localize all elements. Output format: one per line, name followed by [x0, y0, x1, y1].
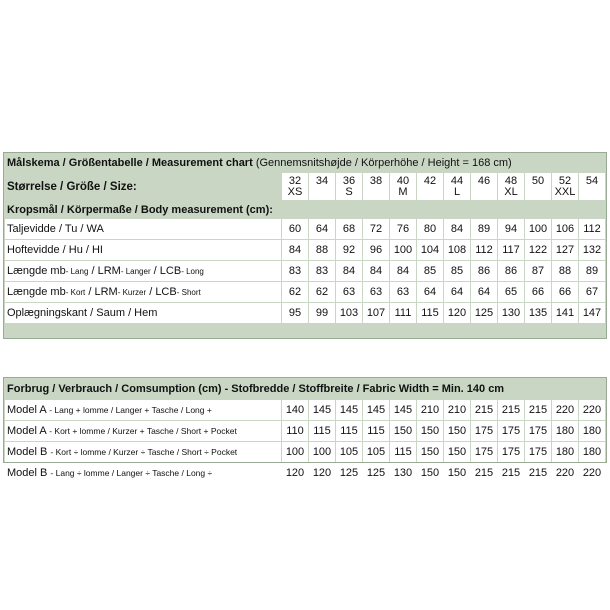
- value-cell: 64: [309, 219, 335, 239]
- model-detail: - Lang + lomme / Langer + Tasche / Long +: [49, 405, 212, 415]
- value-cell: 80: [417, 219, 443, 239]
- row-label-part: Længde mb: [7, 285, 66, 298]
- size-number: 32: [288, 174, 302, 187]
- size-cell: [336, 173, 362, 200]
- model-detail: - Lang ÷ lomme / Langer ÷ Tasche / Long ÷: [50, 468, 213, 478]
- size-code: [309, 187, 335, 198]
- row-label-part: - Kort: [65, 287, 86, 297]
- value-cell: 108: [444, 240, 470, 260]
- value-cell: 145: [363, 400, 389, 420]
- chart-title-note: (Gennemsnitshøjde / Körperhöhe / Height = 168 cm): [255, 157, 512, 169]
- row-label-part: - Langer: [120, 266, 151, 276]
- value-cell: 215: [471, 463, 497, 483]
- value-cell: 175: [498, 442, 524, 462]
- value-cell: 64: [471, 282, 497, 302]
- model-name: Model A: [7, 404, 47, 416]
- value-cell: 150: [417, 421, 443, 441]
- row-label: [5, 421, 281, 441]
- row-label-part: - Lang: [65, 266, 89, 276]
- value-cell: 85: [417, 261, 443, 281]
- row-label-part: - Short: [176, 287, 201, 297]
- row-label-part: / LRM: [88, 285, 118, 298]
- value-cell: 220: [579, 463, 605, 483]
- size-cell: [552, 173, 578, 200]
- row-label: [5, 261, 281, 281]
- model-detail: - Kort + lomme / Kurzer + Tasche / Short + Pocket: [49, 426, 237, 436]
- value-cell: 215: [498, 400, 524, 420]
- size-cell: [471, 173, 497, 200]
- value-cell: 130: [498, 303, 524, 323]
- value-cell: 72: [363, 219, 389, 239]
- size-code: [363, 187, 389, 198]
- value-cell: 100: [525, 219, 551, 239]
- value-cell: 103: [336, 303, 362, 323]
- value-cell: 150: [444, 442, 470, 462]
- model-name: Model B: [7, 446, 48, 458]
- chart-title: [5, 154, 605, 172]
- value-cell: 83: [282, 261, 308, 281]
- size-number: 52: [558, 174, 572, 187]
- value-cell: 115: [417, 303, 443, 323]
- size-number: 34: [315, 174, 329, 187]
- row-label-text: Taljevidde / Tu / WA: [7, 223, 104, 235]
- model-detail: - Kort ÷ lomme / Kurzer ÷ Tasche / Short ÷ Pocket: [50, 447, 238, 457]
- value-cell: 145: [336, 400, 362, 420]
- value-cell: 83: [309, 261, 335, 281]
- value-cell: 180: [552, 421, 578, 441]
- size-code: XL: [504, 185, 518, 198]
- table-row: [5, 400, 605, 420]
- value-cell: 112: [579, 219, 605, 239]
- value-cell: 220: [579, 400, 605, 420]
- size-label: Størrelse / Größe / Size:: [5, 173, 281, 200]
- value-cell: 175: [471, 421, 497, 441]
- size-number: 44: [450, 174, 464, 187]
- size-code: S: [345, 185, 353, 198]
- table-row: [5, 442, 605, 462]
- value-cell: 104: [417, 240, 443, 260]
- value-cell: 132: [579, 240, 605, 260]
- size-cell: [579, 173, 605, 200]
- value-cell: 175: [525, 442, 551, 462]
- row-label-part: - Kurzer: [117, 287, 147, 297]
- value-cell: 175: [525, 421, 551, 441]
- size-code: M: [398, 185, 408, 198]
- value-cell: 115: [336, 421, 362, 441]
- value-cell: 63: [336, 282, 362, 302]
- value-cell: 215: [471, 400, 497, 420]
- value-cell: 64: [444, 282, 470, 302]
- value-cell: 220: [552, 463, 578, 483]
- value-cell: 220: [552, 400, 578, 420]
- row-label-part: / LCB: [153, 264, 182, 277]
- value-cell: 84: [282, 240, 308, 260]
- value-cell: 180: [552, 442, 578, 462]
- value-cell: 175: [498, 421, 524, 441]
- fabric-consumption-chart: [3, 377, 607, 479]
- value-cell: 100: [282, 442, 308, 462]
- section-row: [5, 201, 605, 218]
- size-cell: [498, 173, 524, 200]
- size-code: XXL: [554, 185, 576, 198]
- table-row: [5, 303, 605, 323]
- value-cell: 141: [552, 303, 578, 323]
- row-label-part: - Long: [181, 266, 204, 276]
- row-label-text: Oplægningskant / Saum / Hem: [7, 307, 158, 319]
- value-cell: 180: [579, 442, 605, 462]
- value-cell: 150: [444, 421, 470, 441]
- value-cell: 150: [444, 463, 470, 483]
- size-number: 54: [585, 174, 599, 187]
- size-code: [417, 187, 443, 198]
- size-number: 48: [504, 174, 518, 187]
- value-cell: 120: [309, 463, 335, 483]
- measurement-chart: [3, 152, 607, 339]
- value-cell: 64: [417, 282, 443, 302]
- row-label-part: Længde mb: [7, 264, 66, 277]
- row-label: [5, 463, 281, 483]
- value-cell: 87: [525, 261, 551, 281]
- table-row: [5, 463, 605, 483]
- size-cell: [444, 173, 470, 200]
- value-cell: 76: [390, 219, 416, 239]
- value-cell: 115: [390, 442, 416, 462]
- value-cell: 150: [417, 463, 443, 483]
- row-label: [5, 303, 281, 323]
- value-cell: 92: [336, 240, 362, 260]
- size-code: [471, 187, 497, 198]
- value-cell: 84: [444, 219, 470, 239]
- size-row: [5, 173, 605, 200]
- value-cell: 68: [336, 219, 362, 239]
- value-cell: 105: [363, 442, 389, 462]
- value-cell: 88: [552, 261, 578, 281]
- chart-title-text: Målskema / Größentabelle / Measurement chart: [7, 157, 253, 169]
- value-cell: 210: [417, 400, 443, 420]
- value-cell: 96: [363, 240, 389, 260]
- value-cell: 86: [498, 261, 524, 281]
- size-code: L: [453, 185, 461, 198]
- value-cell: 145: [309, 400, 335, 420]
- value-cell: 140: [282, 400, 308, 420]
- row-label: [5, 240, 281, 260]
- table-row: [5, 240, 605, 260]
- size-cell: [390, 173, 416, 200]
- model-name: Model A: [7, 425, 47, 437]
- value-cell: 215: [525, 463, 551, 483]
- size-number: 46: [477, 174, 491, 187]
- value-cell: 86: [471, 261, 497, 281]
- value-cell: 110: [282, 421, 308, 441]
- size-number: 38: [369, 174, 383, 187]
- value-cell: 94: [498, 219, 524, 239]
- value-cell: 210: [444, 400, 470, 420]
- row-label: [5, 282, 281, 302]
- table-row: [5, 261, 605, 281]
- measurement-table: [4, 153, 606, 324]
- value-cell: 100: [390, 240, 416, 260]
- row-label: [5, 219, 281, 239]
- value-cell: 60: [282, 219, 308, 239]
- size-code: [525, 187, 551, 198]
- value-cell: 115: [309, 421, 335, 441]
- value-cell: 67: [579, 282, 605, 302]
- value-cell: 107: [363, 303, 389, 323]
- section-label: Kropsmål / Körpermaße / Body measurement (cm):: [5, 201, 605, 218]
- value-cell: 145: [390, 400, 416, 420]
- value-cell: 120: [444, 303, 470, 323]
- size-cell: [363, 173, 389, 200]
- value-cell: 63: [390, 282, 416, 302]
- table-row: [5, 219, 605, 239]
- value-cell: 65: [498, 282, 524, 302]
- value-cell: 147: [579, 303, 605, 323]
- value-cell: 127: [552, 240, 578, 260]
- value-cell: 122: [525, 240, 551, 260]
- value-cell: 84: [390, 261, 416, 281]
- size-code: XS: [287, 185, 303, 198]
- value-cell: 180: [579, 421, 605, 441]
- row-label-part: / LRM: [91, 264, 121, 277]
- value-cell: 115: [363, 421, 389, 441]
- value-cell: 105: [336, 442, 362, 462]
- size-cell: [282, 173, 308, 200]
- value-cell: 175: [471, 442, 497, 462]
- size-number: 40: [396, 174, 410, 187]
- value-cell: 215: [525, 400, 551, 420]
- table-row: [5, 421, 605, 441]
- size-number: 42: [423, 174, 437, 187]
- value-cell: 66: [552, 282, 578, 302]
- size-code: [579, 187, 605, 198]
- value-cell: 106: [552, 219, 578, 239]
- value-cell: 95: [282, 303, 308, 323]
- row-label: [5, 442, 281, 462]
- row-label-text: Hoftevidde / Hu / HI: [7, 244, 103, 256]
- value-cell: 100: [309, 442, 335, 462]
- value-cell: 111: [390, 303, 416, 323]
- value-cell: 62: [282, 282, 308, 302]
- fabric-title-row: [5, 379, 605, 399]
- value-cell: 62: [309, 282, 335, 302]
- table-row: [5, 282, 605, 302]
- value-cell: 89: [471, 219, 497, 239]
- value-cell: 66: [525, 282, 551, 302]
- value-cell: 215: [498, 463, 524, 483]
- value-cell: 125: [363, 463, 389, 483]
- size-number: 36: [342, 174, 356, 187]
- value-cell: 84: [336, 261, 362, 281]
- value-cell: 84: [363, 261, 389, 281]
- chart-title-row: [5, 154, 605, 172]
- value-cell: 112: [471, 240, 497, 260]
- value-cell: 125: [336, 463, 362, 483]
- row-label: [5, 400, 281, 420]
- value-cell: 88: [309, 240, 335, 260]
- model-name: Model B: [7, 467, 48, 479]
- size-cell: [309, 173, 335, 200]
- fabric-table: [4, 378, 606, 484]
- size-cell: [525, 173, 551, 200]
- value-cell: 85: [444, 261, 470, 281]
- value-cell: 125: [471, 303, 497, 323]
- value-cell: 99: [309, 303, 335, 323]
- size-cell: [417, 173, 443, 200]
- value-cell: 130: [390, 463, 416, 483]
- fabric-title: Forbrug / Verbrauch / Comsumption (cm) - Stofbredde / Stoffbreite / Fabric Width = Min. 140 cm: [7, 383, 505, 395]
- value-cell: 150: [417, 442, 443, 462]
- row-label-part: / LCB: [149, 285, 177, 298]
- value-cell: 117: [498, 240, 524, 260]
- value-cell: 120: [282, 463, 308, 483]
- value-cell: 150: [390, 421, 416, 441]
- size-number: 50: [531, 174, 545, 187]
- value-cell: 89: [579, 261, 605, 281]
- value-cell: 135: [525, 303, 551, 323]
- value-cell: 63: [363, 282, 389, 302]
